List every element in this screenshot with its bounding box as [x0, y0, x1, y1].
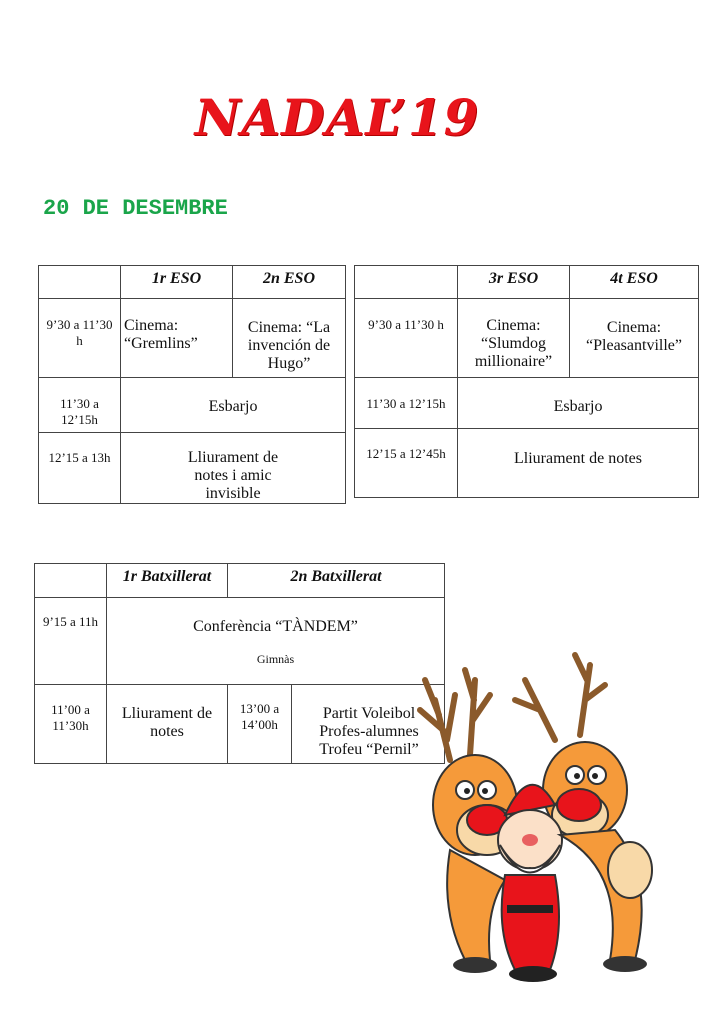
header-3r-eso: 3r ESO [458, 266, 570, 299]
venue-label: Gimnàs [256, 652, 295, 666]
header-2n-batxillerat: 2n Batxillerat [228, 564, 445, 598]
schedule-table-batxillerat [34, 563, 445, 764]
reindeer-santa-illustration [395, 640, 705, 990]
time-cell: 11’00 a 11’30h [35, 685, 107, 764]
activity-cell: Cinema: “La invención de Hugo” [233, 299, 346, 378]
activity-cell: Esbarjo [121, 378, 346, 433]
header-1r-batxillerat: 1r Batxillerat [107, 564, 228, 598]
time-cell: 9’15 a 11h [35, 598, 107, 685]
time-cell: 9’30 a 11’30 h [355, 299, 458, 378]
time-cell: 11’30 a 12’15h [39, 378, 121, 433]
conference-title: Conferència “TÀNDEM” [193, 618, 358, 635]
page-title: NADAL’19 [194, 88, 480, 147]
time-cell: 12’15 a 12’45h [355, 429, 458, 498]
header-2n-eso: 2n ESO [233, 266, 346, 299]
time-cell: 13’00 a 14’00h [228, 685, 292, 764]
date-heading: 20 DE DESEMBRE [43, 196, 228, 221]
header-1r-eso: 1r ESO [121, 266, 233, 299]
time-cell: 12’15 a 13h [39, 433, 121, 504]
activity-cell: Cinema: “Slumdog millionaire” [458, 299, 570, 378]
schedule-table-eso-3-4 [354, 265, 699, 498]
activity-cell: Cinema: “Gremlins” [121, 299, 233, 378]
activity-cell: Lliurament de notes [458, 429, 699, 498]
activity-cell [107, 598, 445, 685]
schedule-table-eso-1-2 [38, 265, 346, 504]
activity-cell: Lliurament de notes i amic invisible [121, 433, 346, 504]
activity-cell: Partit Voleibol Profes-alumnes Trofeu “Pernil” [292, 685, 445, 764]
time-cell: 9’30 a 11’30 h [39, 299, 121, 378]
activity-cell: Lliurament de notes [107, 685, 228, 764]
empty-header-cell [39, 266, 121, 299]
activity-cell: Cinema: “Pleasantville” [570, 299, 699, 378]
empty-header-cell [35, 564, 107, 598]
activity-cell: Esbarjo [458, 378, 699, 429]
header-4t-eso: 4t ESO [570, 266, 699, 299]
empty-header-cell [355, 266, 458, 299]
time-cell: 11’30 a 12’15h [355, 378, 458, 429]
